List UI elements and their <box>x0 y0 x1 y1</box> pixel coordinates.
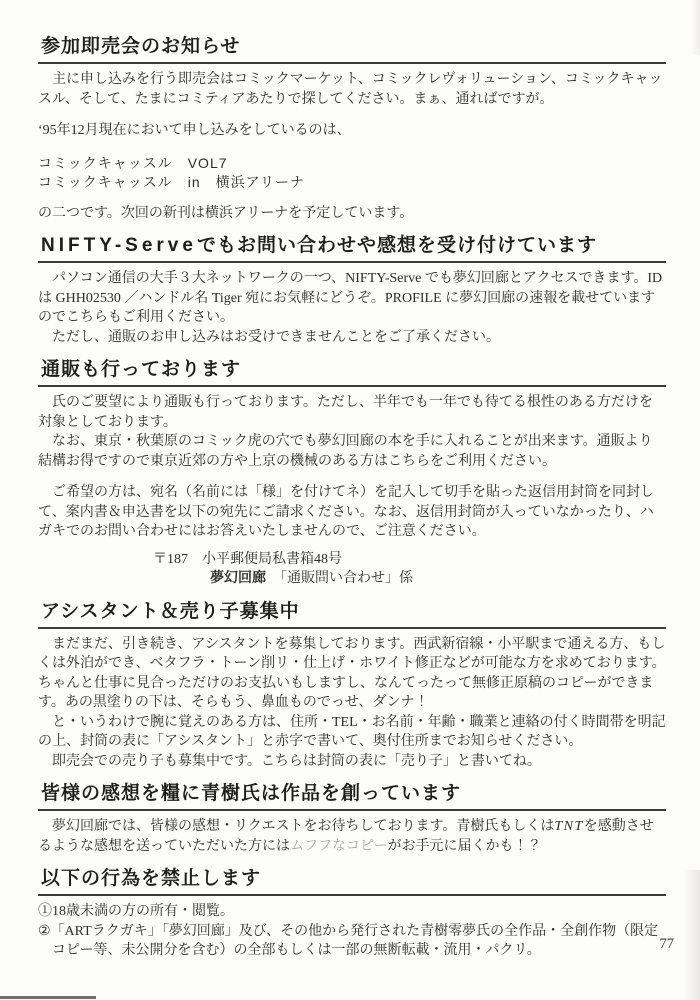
address-postal-line: 〒187 小平郵便局私書箱48号 <box>153 551 342 567</box>
circle-name: 夢幻回廊 <box>210 571 266 586</box>
nifty-heading-rest: でもお問い合わせや感想を受け付けています <box>196 235 597 256</box>
section-recruiting-heading: アシスタント＆売り子募集中 <box>38 601 666 629</box>
feedback-text-before: 夢幻回廊では、皆様の感想・リクエストをお待ちしております。青樹氏もしくは <box>38 819 555 834</box>
scan-artifact-right-bottom <box>684 870 700 1000</box>
section-mail-order <box>38 359 666 589</box>
section-prohibited <box>38 868 666 961</box>
feedback-highlight: ムフフなコピー <box>290 838 388 854</box>
address-recipient-rest: 「通販問い合わせ」係 <box>266 571 413 586</box>
events-date-line: ‘95年12月現在において申し込みをしているのは、 <box>38 123 351 138</box>
mail-order-toranoana-paragraph: なお、東京・秋葉原のコミック虎の穴でも夢幻回廊の本を手に入れることが出来ます。通販より結構お得ですので東京近郊の方や上京の機械のある方はこちらをご利用ください。 <box>38 434 653 469</box>
nifty-heading-latin: NIFTY-Serve <box>41 235 197 256</box>
event-list-item-yokohama: コミックキャッスル in 横浜アリーナ <box>38 174 306 190</box>
section-recruiting <box>38 601 666 772</box>
scan-artifact-right-top <box>691 0 700 55</box>
recruiting-assistant-paragraph: まだまだ、引き続き、アシスタントを募集しております。西武新宿線・小平駅まで通える方、もしくは外泊ができ、ベタフラ・トーン削リ・仕上げ・ホワイト修正などが可能な方を求めております。ちゃんと仕事に見合っただけのお支払いもしますし、なんてったって無修正原稿のコピーができます。あの黒塗りの下は、そらもう、鼻血ものでっせ、ダンナ！ <box>38 636 666 710</box>
mail-order-address-block <box>38 550 666 589</box>
section-mail-order-heading: 通販も行っております <box>38 359 666 387</box>
feedback-text-after: がお手元に届くかも！？ <box>387 838 542 854</box>
feedback-text-mid: を感動させるような感想を送っていただいた方には <box>38 819 654 854</box>
event-list-item-vol7: コミックキャッスル VOL7 <box>38 154 228 171</box>
nifty-note-paragraph: ただし、通販のお申し込みはお受けできませんことをご了承ください。 <box>38 329 500 345</box>
prohibited-item-1: ①18歳未満の方の所有・閲覧。 <box>38 904 234 919</box>
mail-order-intro-paragraph: 氏のご要望により通販も行っております。ただし、半年でも一年でも待てる根性のある方だけを対象としております。 <box>38 395 653 430</box>
section-feedback-heading: 皆様の感想を糧に青樹氏は作品を創っています <box>38 783 666 811</box>
section-nifty-heading <box>38 235 666 263</box>
section-nifty-serve <box>38 235 666 347</box>
page-number: 77 <box>659 936 674 952</box>
events-intro-paragraph: 主に申し込みを行う即売会はコミックマーケット、コミックレヴォリューション、コミックキャッスル、そして、たまにコミティアあたりで探してください。まぁ、通ればですが。 <box>38 72 663 107</box>
feedback-tnt: TNT <box>554 819 584 834</box>
recruiting-seller-paragraph: 即売会での売り子も募集中です。こちらは封筒の表に「売り子」と書いてね。 <box>38 753 541 769</box>
events-closing-line: の二つです。次回の新刊は横浜アリーナを予定しています。 <box>38 205 414 221</box>
section-feedback <box>38 783 666 856</box>
feedback-paragraph <box>38 817 666 856</box>
nifty-info-paragraph: パソコン通信の大手３大ネットワークの一つ、NIFTY-Serve でも夢幻回廊とアクセスできます。ID は GHH02530 ／ハンドル名 Tiger 宛にお気軽にどうぞ。PROFILE に夢幻回廊の速報を載せていますのでこちらもご利用ください。 <box>38 271 663 325</box>
section-prohibited-heading: 以下の行為を禁止します <box>38 868 666 896</box>
address-recipient-line <box>210 569 666 589</box>
section-events-heading: 参加即売会のお知らせ <box>38 36 666 64</box>
prohibited-item-2: ②「ARTラクガキ」「夢幻回廊」及び、その他から発行された青樹零夢氏の全作品・全創作物（限定コピー等、未公開分を含む）の全部もしくは一部の無断転載・流用・パクリ。 <box>38 923 659 958</box>
mail-order-request-paragraph: ご希望の方は、宛名（名前には「様」を付けてネ）を記入して切手を貼った返信用封筒を同封して、案内書＆申込書を以下の宛先にご請求ください。なお、返信用封筒が入っていなかったり、ハガキでのお問い合わせにはお答えいたしませんので、ご注意ください。 <box>38 485 654 539</box>
scan-artifact-bottom-line <box>0 996 96 999</box>
recruiting-apply-paragraph: と・いうわけで腕に覚えのある方は、住所・TEL・お名前・年齢・職業と連絡の付く時間帯を明記の上、封筒の表に「アシスタント」と赤字で書いて、奥付住所までお知らせください。 <box>38 714 666 749</box>
section-events <box>38 36 666 223</box>
